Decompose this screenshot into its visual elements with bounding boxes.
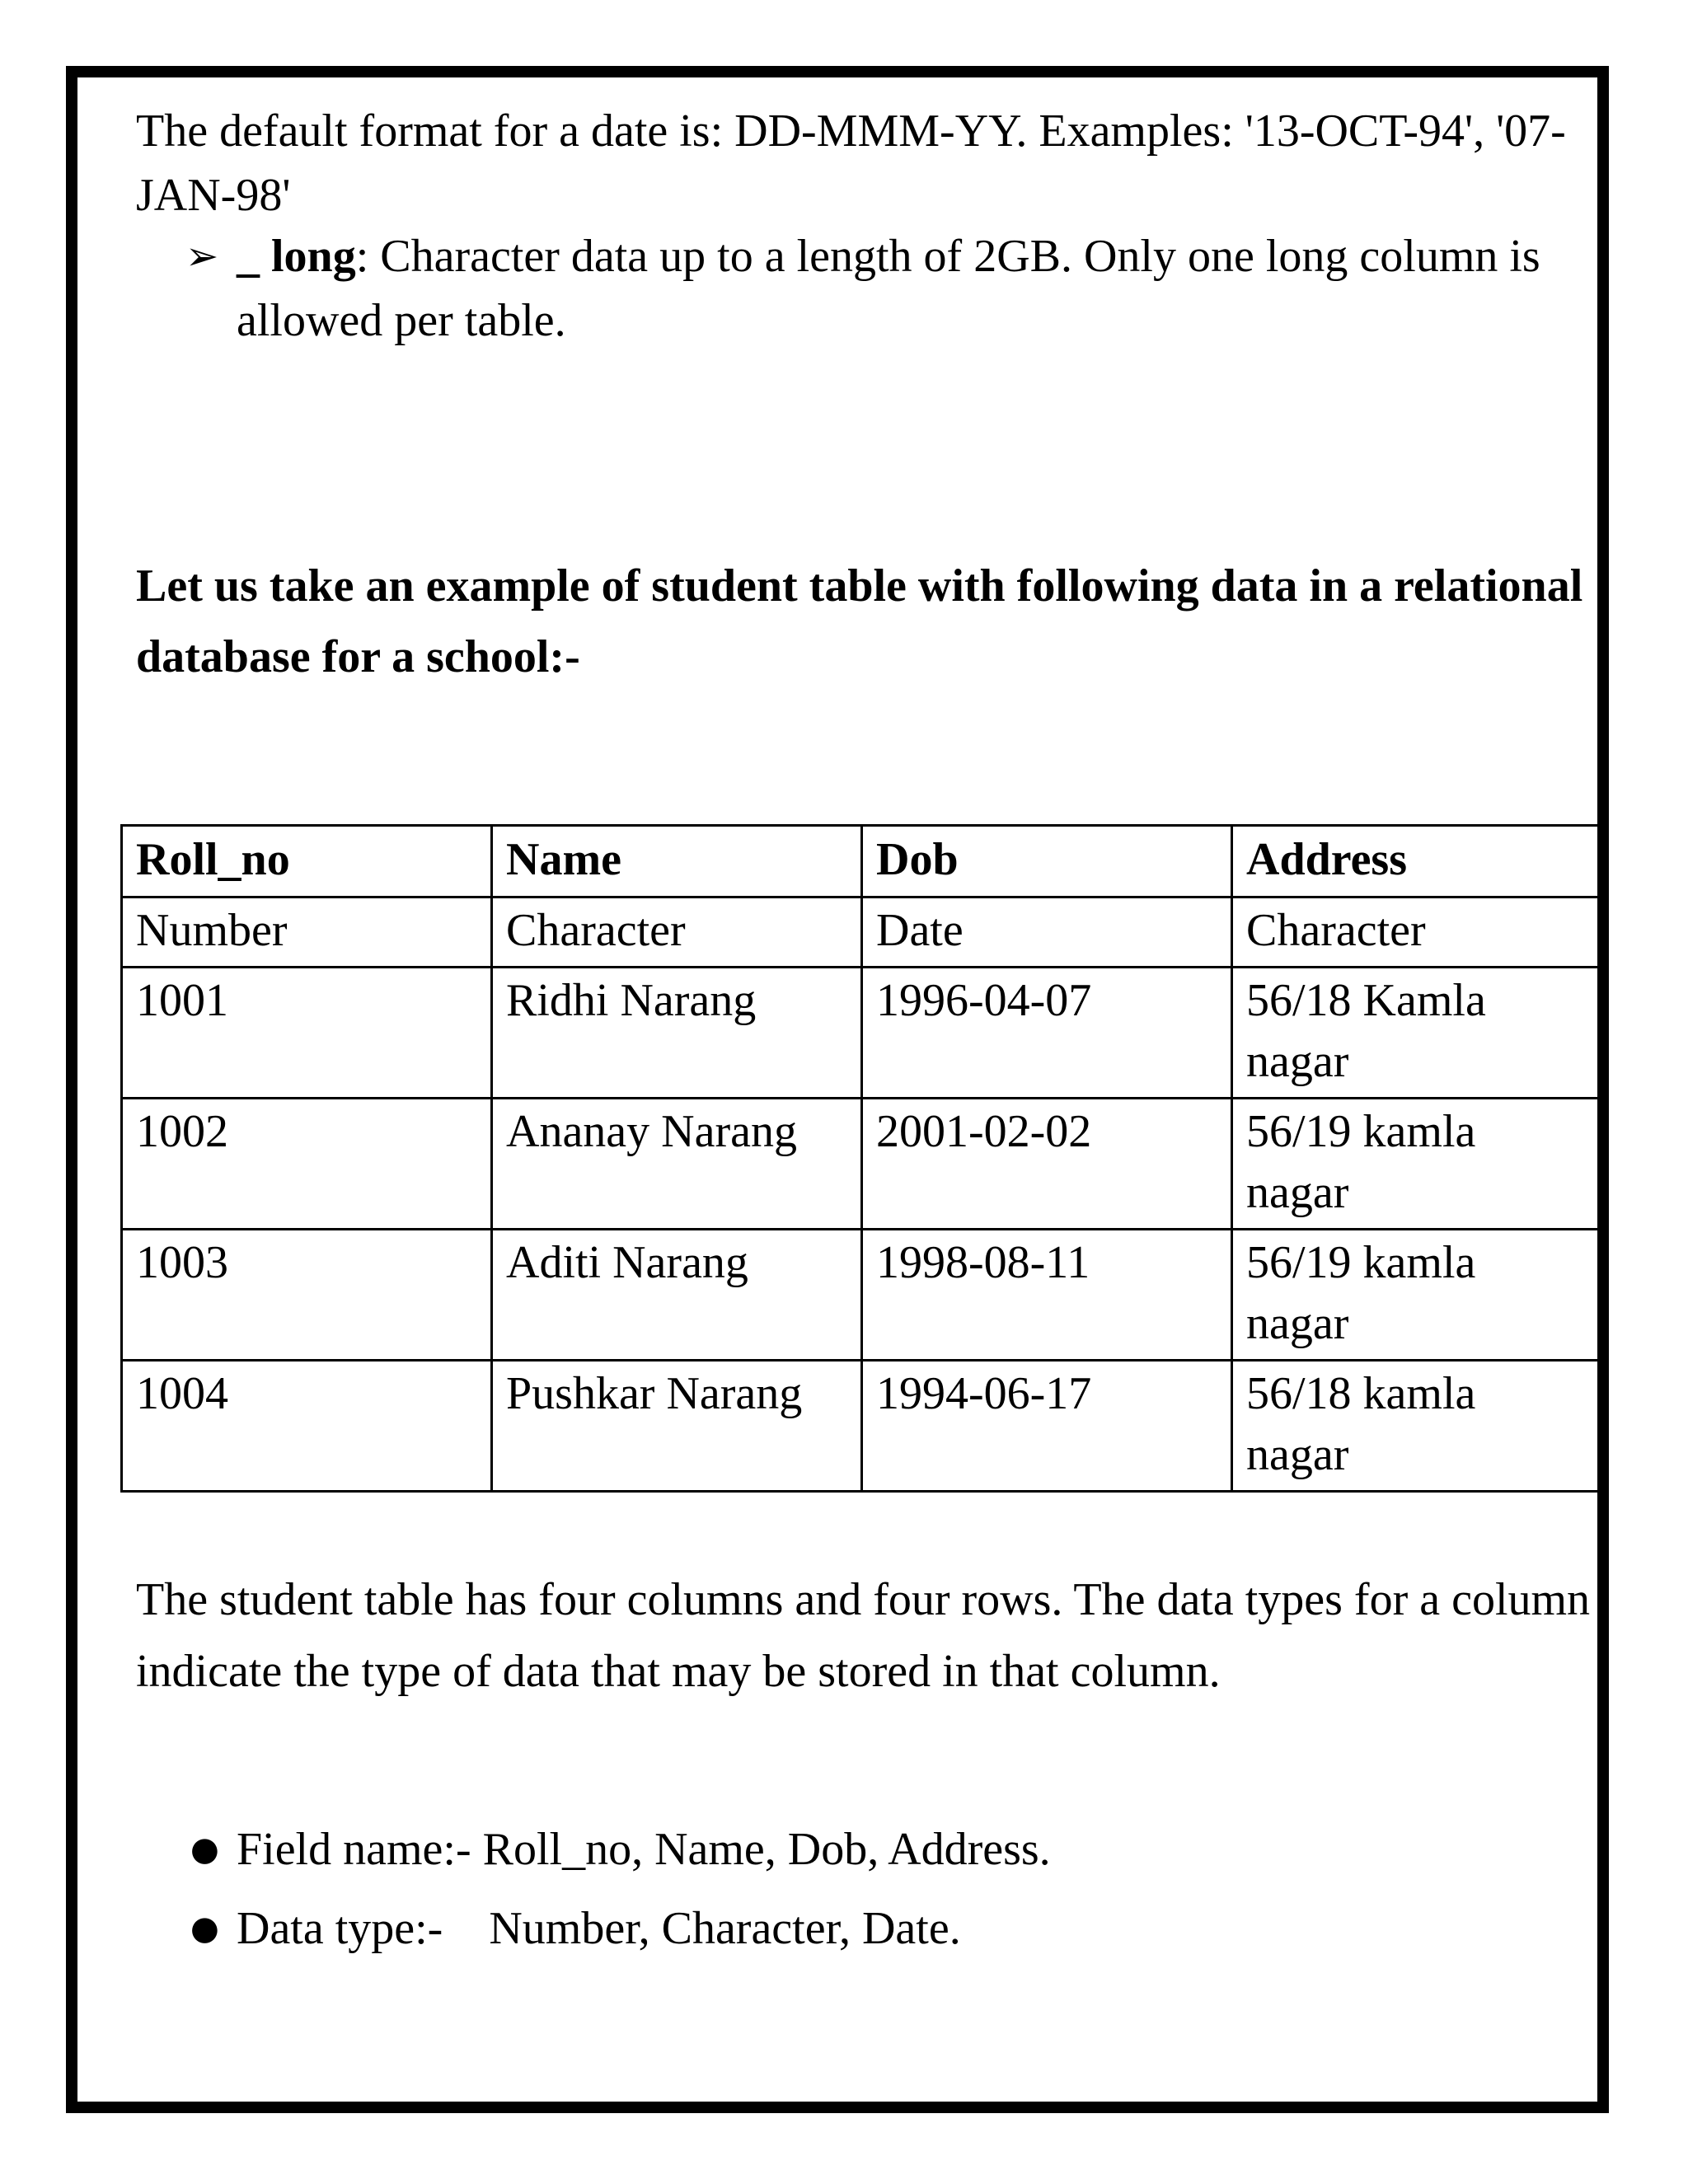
address-cell: 56/19 kamla nagar <box>1232 1230 1601 1361</box>
long-datatype-item <box>185 224 1587 353</box>
bullet-dot-icon: ● <box>190 1910 219 1947</box>
dob-cell: 1994-06-17 <box>862 1361 1232 1492</box>
data-type-text: Data type:- Number, Character, Date. <box>237 1903 961 1954</box>
type-cell: Date <box>862 898 1232 968</box>
table-type-row <box>122 898 1601 968</box>
table-row <box>122 1230 1601 1361</box>
table-header-row <box>122 826 1601 898</box>
roll-no-cell: 1003 <box>122 1230 492 1361</box>
field-name-text: Field name:- Roll_no, Name, Dob, Address. <box>237 1824 1051 1875</box>
header-name: Name <box>492 826 862 898</box>
long-description: : Character data up to a length of 2GB. Only one long column is allowed per table. <box>237 231 1540 346</box>
type-cell: Character <box>492 898 862 968</box>
bullet-dot-icon: ● <box>190 1830 219 1868</box>
name-cell: Ridhi Narang <box>492 968 862 1099</box>
dob-cell: 1996-04-07 <box>862 968 1232 1099</box>
student-table <box>120 824 1601 1493</box>
long-datatype-text <box>237 224 1587 353</box>
address-cell: 56/18 kamla nagar <box>1232 1361 1601 1492</box>
header-address: Address <box>1232 826 1601 898</box>
table-row <box>122 968 1601 1099</box>
header-roll-no: Roll_no <box>122 826 492 898</box>
header-dob: Dob <box>862 826 1232 898</box>
type-cell: Character <box>1232 898 1601 968</box>
name-cell: Ananay Narang <box>492 1099 862 1230</box>
dob-cell: 1998-08-11 <box>862 1230 1232 1361</box>
date-format-paragraph: The default format for a date is: DD-MMM-YY. Examples: '13-OCT-94', '07-JAN-98' <box>136 105 1566 221</box>
roll-no-cell: 1004 <box>122 1361 492 1492</box>
example-intro-heading: Let us take an example of student table with following data in a relational database for a school:- <box>136 560 1583 682</box>
address-cell: 56/18 Kamla nagar <box>1232 968 1601 1099</box>
address-cell: 56/19 kamla nagar <box>1232 1099 1601 1230</box>
table-row <box>122 1099 1601 1230</box>
name-cell: Pushkar Narang <box>492 1361 862 1492</box>
table-row <box>122 1361 1601 1492</box>
dob-cell: 2001-02-02 <box>862 1099 1232 1230</box>
roll-no-cell: 1001 <box>122 968 492 1099</box>
long-term: _ long <box>237 231 356 282</box>
table-summary-paragraph: The student table has four columns and four rows. The data types for a column indicate the type of data that may be stored in that column. <box>136 1574 1591 1697</box>
name-cell: Aditi Narang <box>492 1230 862 1361</box>
arrow-bullet-icon: ➢ <box>185 233 219 279</box>
field-summary-list <box>136 1810 1051 1968</box>
list-item <box>136 1889 1051 1968</box>
type-cell: Number <box>122 898 492 968</box>
list-item <box>136 1810 1051 1889</box>
roll-no-cell: 1002 <box>122 1099 492 1230</box>
